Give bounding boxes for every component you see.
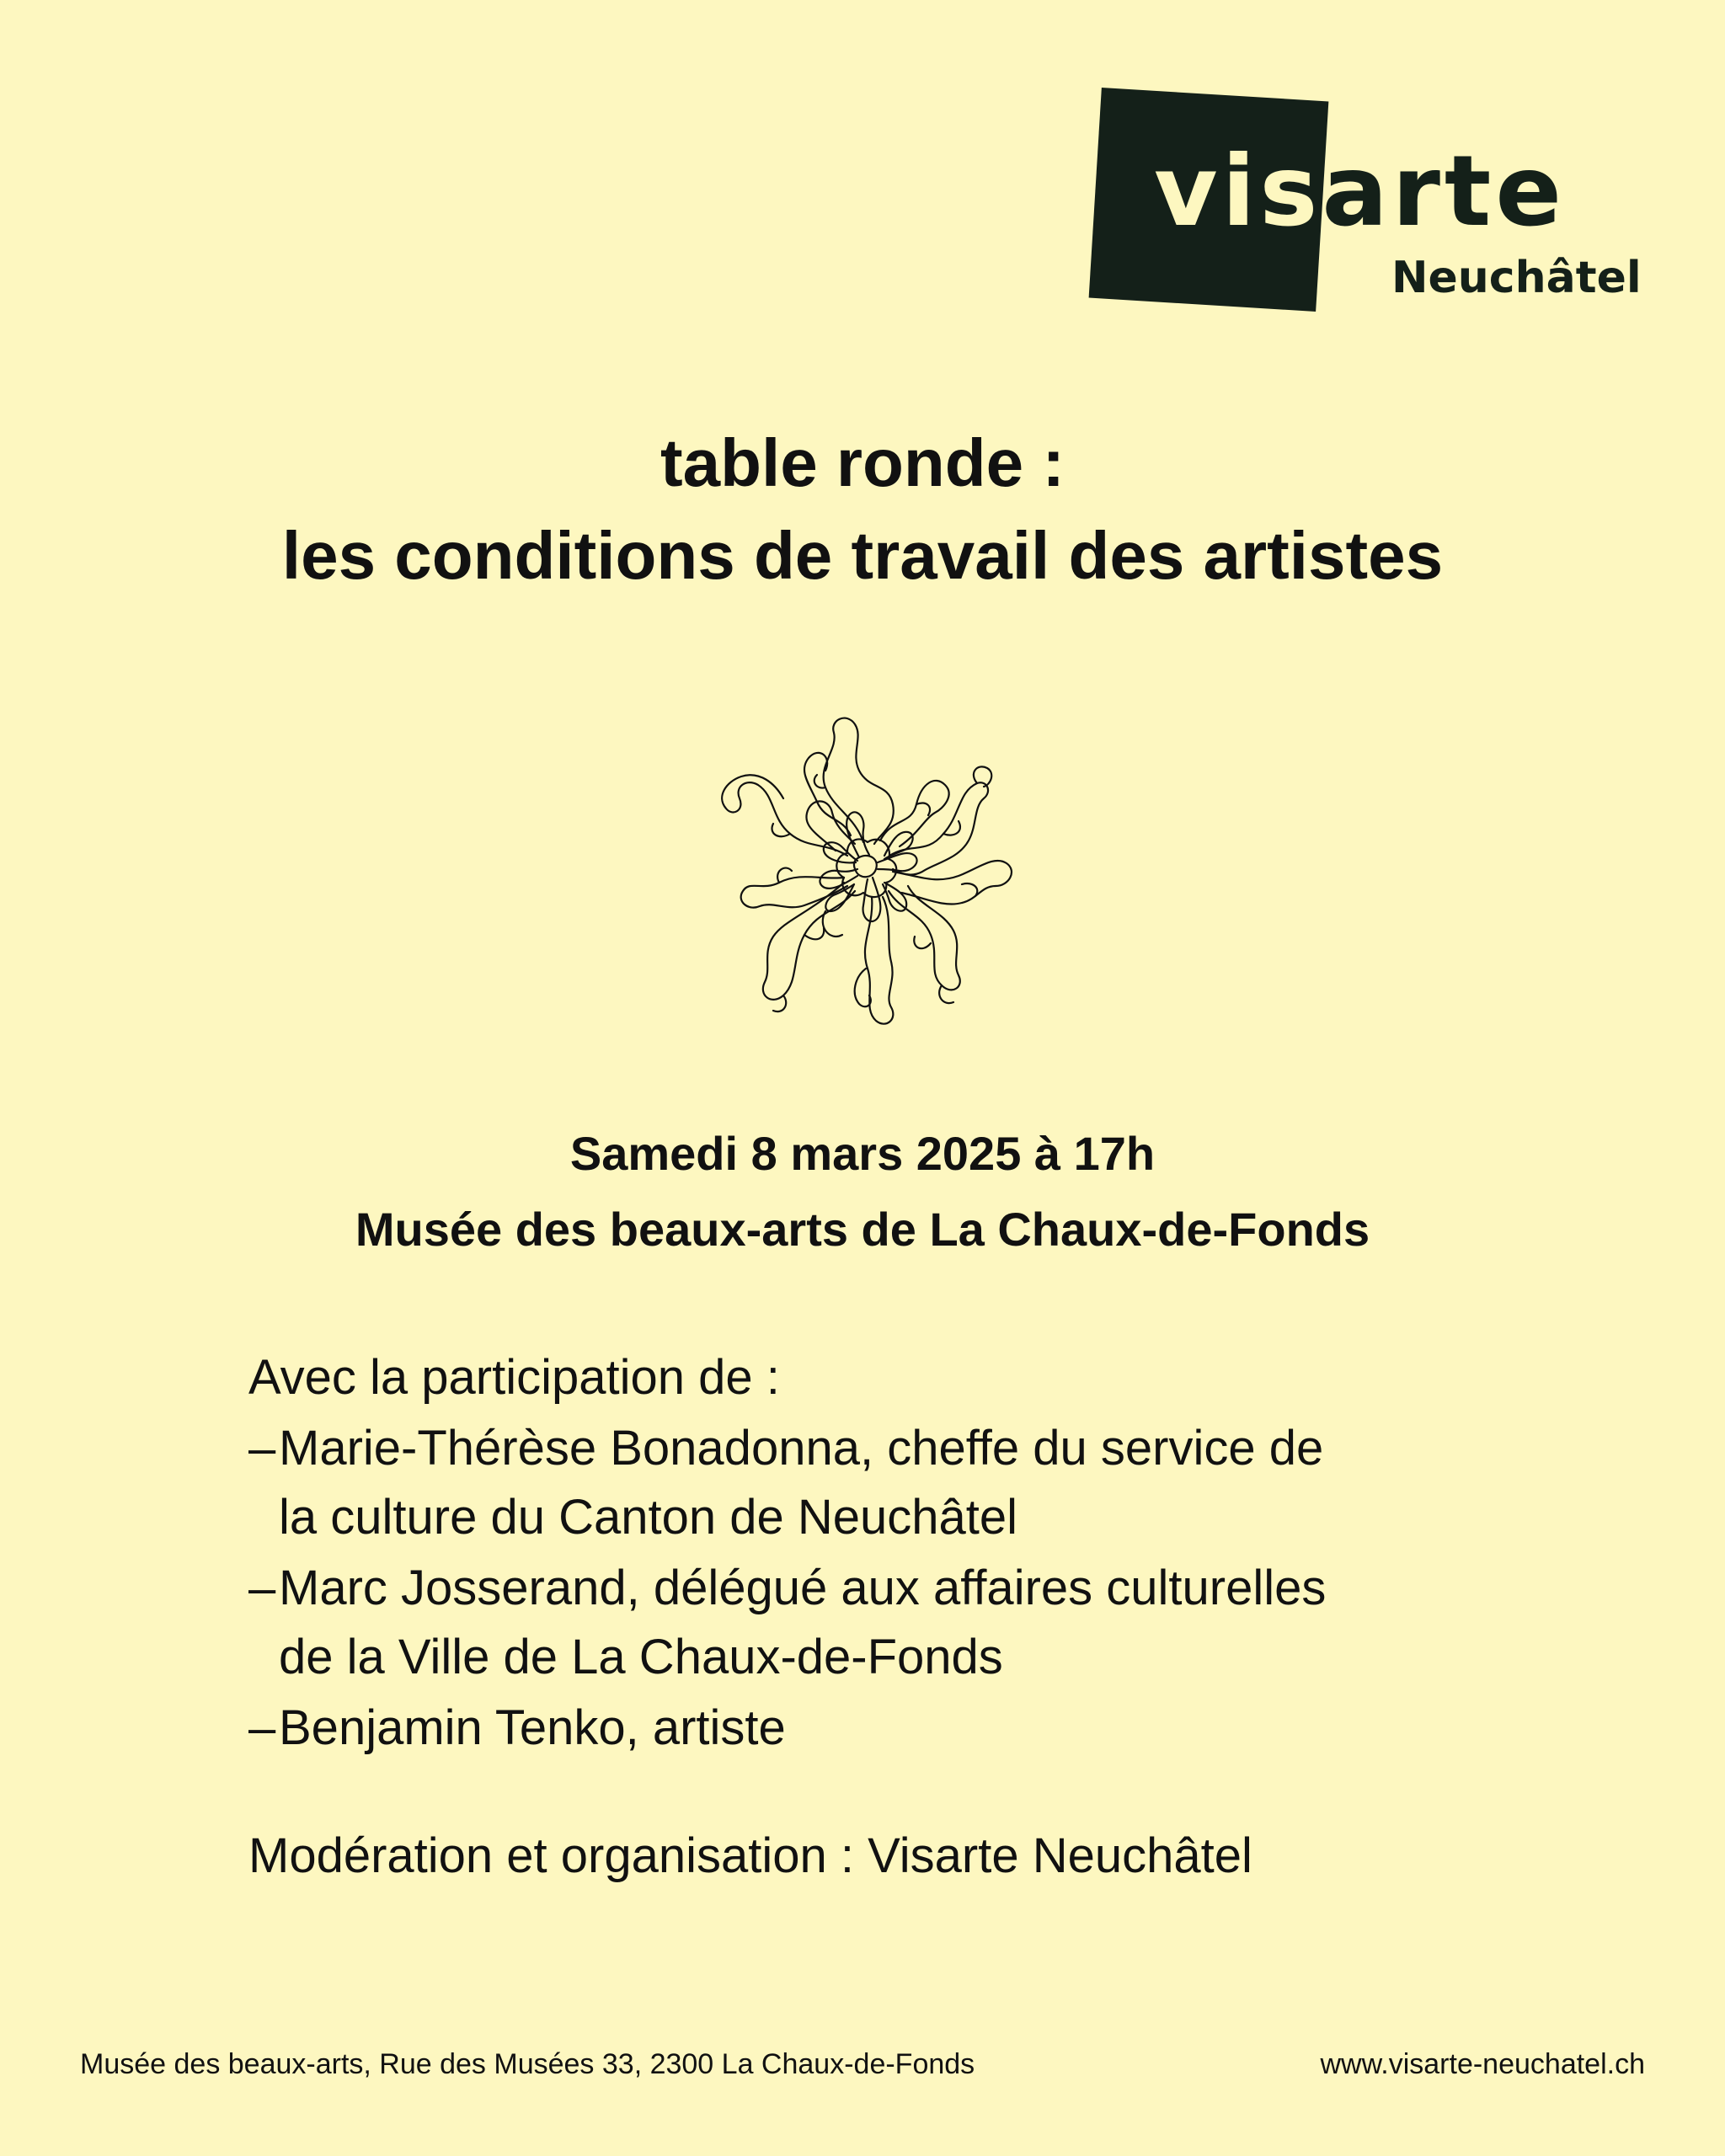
page-title xyxy=(0,417,1725,602)
participants-list xyxy=(248,1414,1562,1763)
visarte-logo xyxy=(1087,77,1659,330)
participant-line-1: Marc Josserand, délégué aux affaires culturelles xyxy=(279,1561,1327,1615)
participants-section xyxy=(248,1343,1562,1940)
logo-wordmark xyxy=(1154,135,1567,248)
list-dash: – xyxy=(248,1561,276,1615)
logo-city: Neuchâtel xyxy=(1391,253,1642,303)
participant-line-1: Marie-Thérèse Bonadonna, cheffe du service de xyxy=(279,1421,1324,1476)
moderation-credit: Modération et organisation : Visarte Neuchâtel xyxy=(248,1828,1252,1883)
abstract-line-flower-drawing-icon xyxy=(691,691,1044,1044)
footer-address: Musée des beaux-arts, Rue des Musées 33, 2300 La Chaux-de-Fonds xyxy=(80,2048,975,2080)
participants-intro: Avec la participation de : xyxy=(248,1350,780,1405)
logo-word-vis: vis xyxy=(1154,135,1322,248)
title-line-2: les conditions de travail des artistes xyxy=(281,518,1444,593)
list-item xyxy=(248,1554,1562,1692)
event-info xyxy=(0,1116,1725,1267)
event-date: Samedi 8 mars 2025 à 17h xyxy=(569,1127,1156,1180)
list-dash: – xyxy=(248,1700,276,1755)
footer-url-link[interactable]: www.visarte-neuchatel.ch xyxy=(1320,2048,1645,2080)
list-item xyxy=(248,1694,1562,1763)
logo-word-arte: arte xyxy=(1322,135,1567,248)
participant-line-2: la culture du Canton de Neuchâtel xyxy=(279,1490,1018,1545)
participant-line-1: Benjamin Tenko, artiste xyxy=(279,1700,786,1755)
list-dash: – xyxy=(248,1421,276,1476)
event-venue: Musée des beaux-arts de La Chaux-de-Fonds xyxy=(355,1203,1370,1256)
list-item xyxy=(248,1414,1562,1552)
title-line-1: table ronde : xyxy=(660,425,1065,500)
participant-line-2: de la Ville de La Chaux-de-Fonds xyxy=(279,1630,1003,1684)
